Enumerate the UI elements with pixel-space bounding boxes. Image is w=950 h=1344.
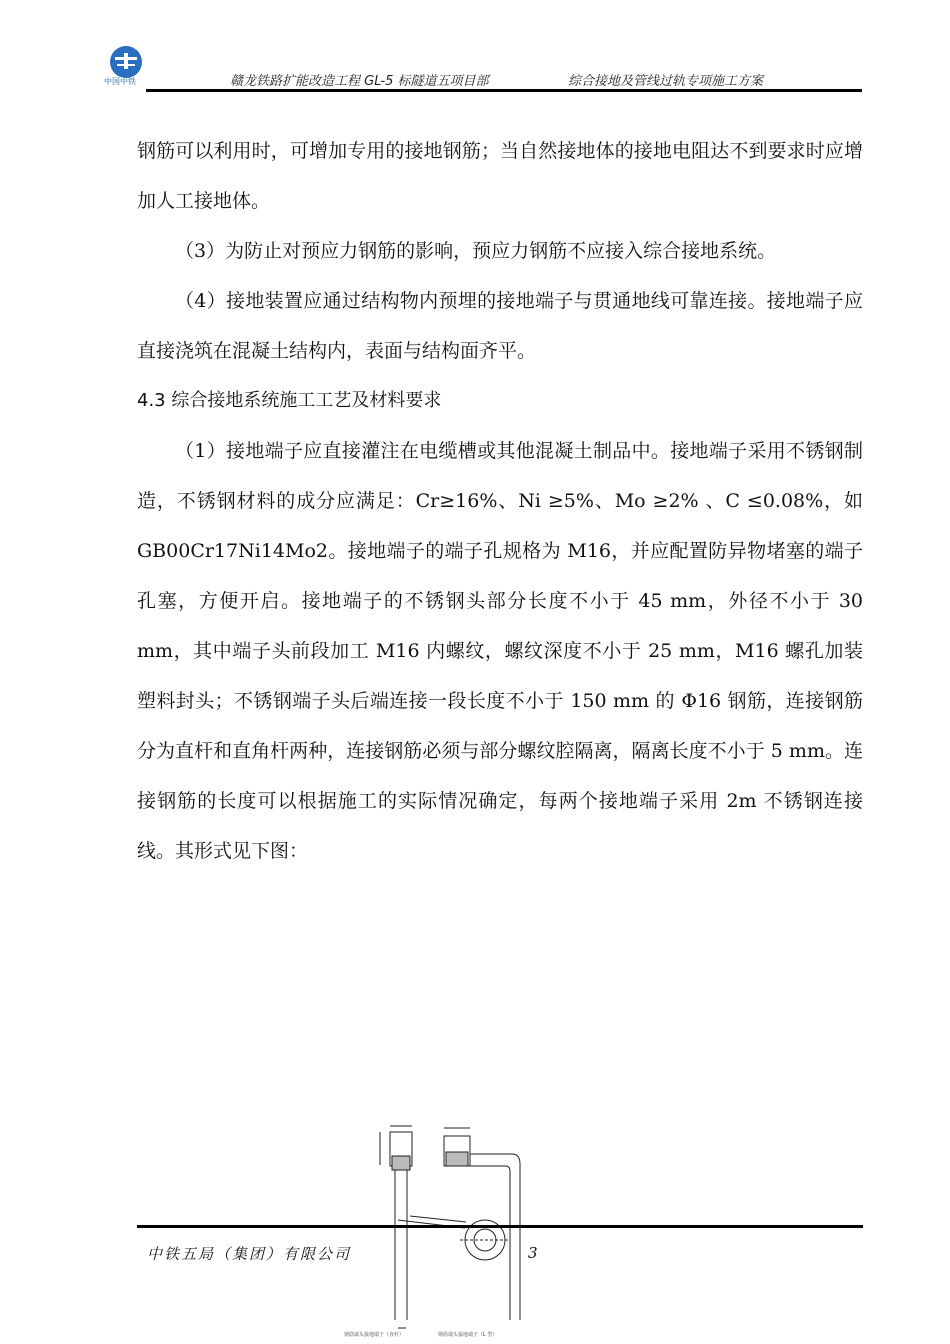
document-body [137, 126, 863, 876]
paragraph-item-3: （3）为防止对预应力钢筋的影响，预应力钢筋不应接入综合接地系统。 [175, 240, 777, 262]
paragraph-item-4: （4）接地装置应通过结构物内预埋的接地端子与贯通地线可靠连接。接地端子应直接浇筑在混凝土结构内，表面与结构面齐平。 [137, 290, 863, 362]
header-document-title: 综合接地及管线过轨专项施工方案 [568, 74, 764, 89]
figure-caption-left: 钢筋端头接地端子（直杆） [344, 1332, 405, 1338]
paragraph-item-1: （1）接地端子应直接灌注在电缆槽或其他混凝土制品中。接地端子采用不锈钢制造，不锈钢材料的成分应满足：Cr≥16%、Ni ≥5%、Mo ≥2% 、C ≤0.08%，如 GB00Cr17Ni14Mo2。接地端子的端子孔规格为 M16，并应配置防异物堵塞的端子孔塞，方便开启。接地端子的不锈钢头部分长度不小于 45 mm，外径不小于 30 mm，其中端子头前段加工 M16 内螺纹，螺纹深度不小于 25 mm，M16 螺孔加装塑料封头；不锈钢端子头后端连接一段长度不小于 150 mm 的 Φ16 钢筋，连接钢筋分为直杆和直角杆两种，连接钢筋必须与部分螺纹腔隔离，隔离长度不小于 5 mm。连接钢筋的长度可以根据施工的实际情况确定，每两个接地端子采用 2m 不锈钢连接线。其形式见下图： [137, 440, 863, 862]
footer-rule [137, 1225, 863, 1228]
grounding-terminal-drawing [340, 1120, 530, 1344]
header-project-title: 赣龙铁路扩能改造工程 GL-5 标隧道五项目部 [230, 74, 489, 89]
header-rule [146, 89, 862, 92]
logo-caption: 中国中铁 [104, 77, 136, 86]
page-number: 3 [528, 1244, 538, 1262]
figure-caption-right: 钢筋端头接地端子（L 型） [438, 1332, 498, 1338]
footer-company: 中铁五局（集团）有限公司 [147, 1245, 352, 1263]
paragraph-continuation: 钢筋可以利用时，可增加专用的接地钢筋；当自然接地体的接地电阻达不到要求时应增加人工接地体。 [137, 140, 863, 212]
section-heading-4-3: 4.3 综合接地系统施工工艺及材料要求 [137, 390, 442, 411]
